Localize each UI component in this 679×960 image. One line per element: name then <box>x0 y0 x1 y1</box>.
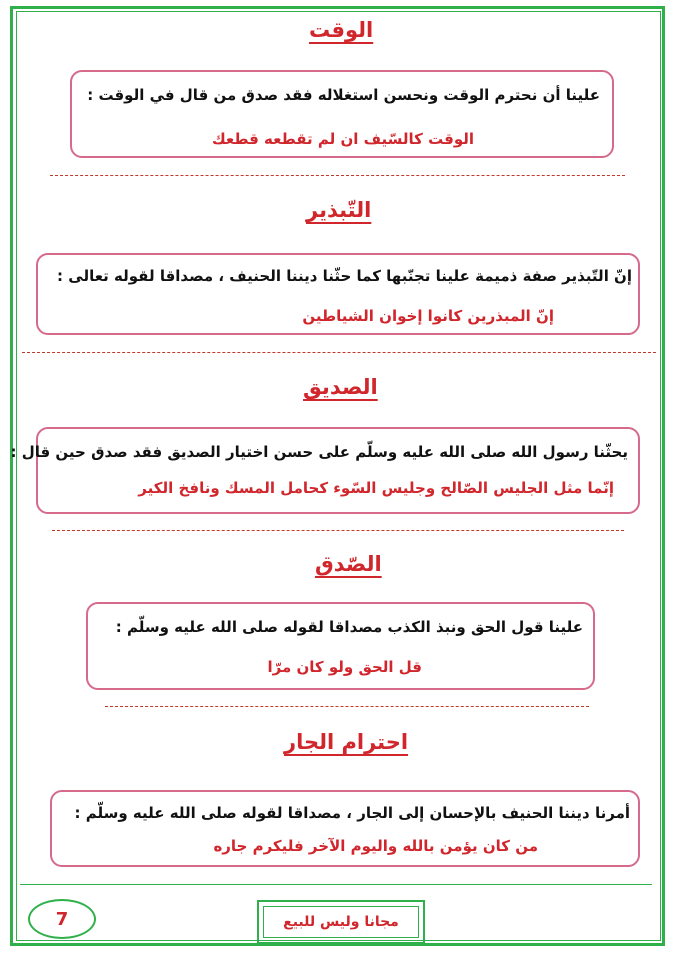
section-divider <box>52 530 624 531</box>
section-box-time <box>70 70 614 158</box>
section-title-friend: الصديق <box>303 375 378 399</box>
section-text-time: علينا أن نحترم الوقت ونحسن استغلاله فقد صدق من قال في الوقت : <box>87 86 600 104</box>
free-badge-label: مجانا وليس للبيع <box>263 906 419 938</box>
section-quote-honesty: قل الحق ولو كان مرّا <box>267 658 422 676</box>
section-divider <box>105 706 589 707</box>
page-number: 7 <box>28 899 96 939</box>
section-quote-neighbor: من كان يؤمن بالله واليوم الآخر فليكرم جاره <box>213 837 538 855</box>
section-divider <box>50 175 625 176</box>
section-title-time: الوقت <box>309 18 374 42</box>
section-box-friend <box>10 427 640 514</box>
section-title-neighbor: احترام الجار <box>284 730 409 754</box>
section-text-extravagance: إنّ التّبذير صفة ذميمة علينا تجنّبها كما حثّنا ديننا الحنيف ، مصداقا لقوله تعالى : <box>57 267 632 285</box>
section-text-neighbor: أمرنا ديننا الحنيف بالإحسان إلى الجار ، مصداقا لقوله صلى الله عليه وسلّم : <box>74 804 630 822</box>
section-box-neighbor <box>50 790 640 867</box>
free-not-for-sale-badge <box>257 900 425 944</box>
section-box-extravagance <box>36 253 640 335</box>
section-text-friend: يحثّنا رسول الله صلى الله عليه وسلّم على حسن اختيار الصديق فقد صدق حين قال : <box>10 443 628 461</box>
section-quote-time: الوقت كالسّيف ان لم تقطعه قطعك <box>211 130 474 148</box>
section-quote-friend: إنّما مثل الجليس الصّالح وجليس السّوء كحامل المسك ونافخ الكير <box>138 479 614 497</box>
section-divider <box>22 352 656 353</box>
section-text-honesty: علينا قول الحق ونبذ الكذب مصداقا لقوله صلى الله عليه وسلّم : <box>115 618 583 636</box>
section-title-honesty: الصّدق <box>315 552 382 576</box>
section-quote-extravagance: إنّ المبذرين كانوا إخوان الشياطين <box>302 307 554 325</box>
footer-rule <box>20 884 652 885</box>
section-title-extravagance: التّبذير <box>306 198 372 222</box>
section-box-honesty <box>86 602 595 690</box>
